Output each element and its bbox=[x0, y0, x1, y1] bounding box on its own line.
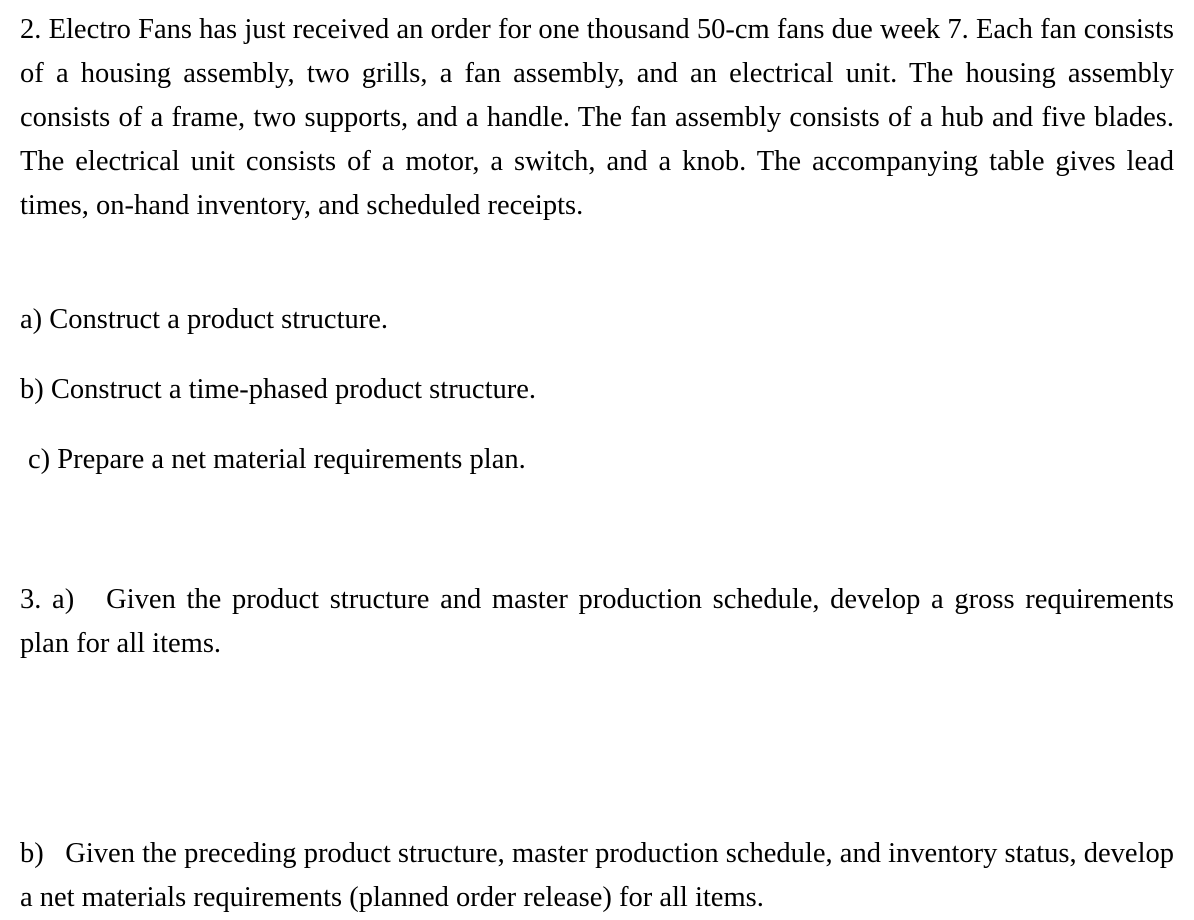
question-3-part-a: 3. a) Given the product structure and master production schedule, develop a gross requirements plan for all items. bbox=[20, 584, 1182, 659]
question-2-part-b: b) Construct a time-phased product structure. bbox=[20, 374, 537, 405]
question-2-intro: 2. Electro Fans has just received an order for one thousand 50-cm fans due week 7. Each fan consists of a housing assembly, two grills, a fan assembly, and an electrical unit. The housing assembly consists of a frame, two supports, and a handle. The fan assembly consists of a hub and five blades. The electrical unit consists of a motor, a switch, and a knob. The accompanying table gives lead times, on-hand inventory, and scheduled receipts. bbox=[20, 14, 1174, 221]
question-2-part-c: c) Prepare a net material requirements plan. bbox=[28, 444, 526, 475]
question-3-part-b: b) Given the preceding product structure, master production schedule, and inventory status, develop a net materials requirements (planned order release) for all items. bbox=[20, 838, 1182, 913]
question-2-part-a: a) Construct a product structure. bbox=[20, 304, 389, 335]
